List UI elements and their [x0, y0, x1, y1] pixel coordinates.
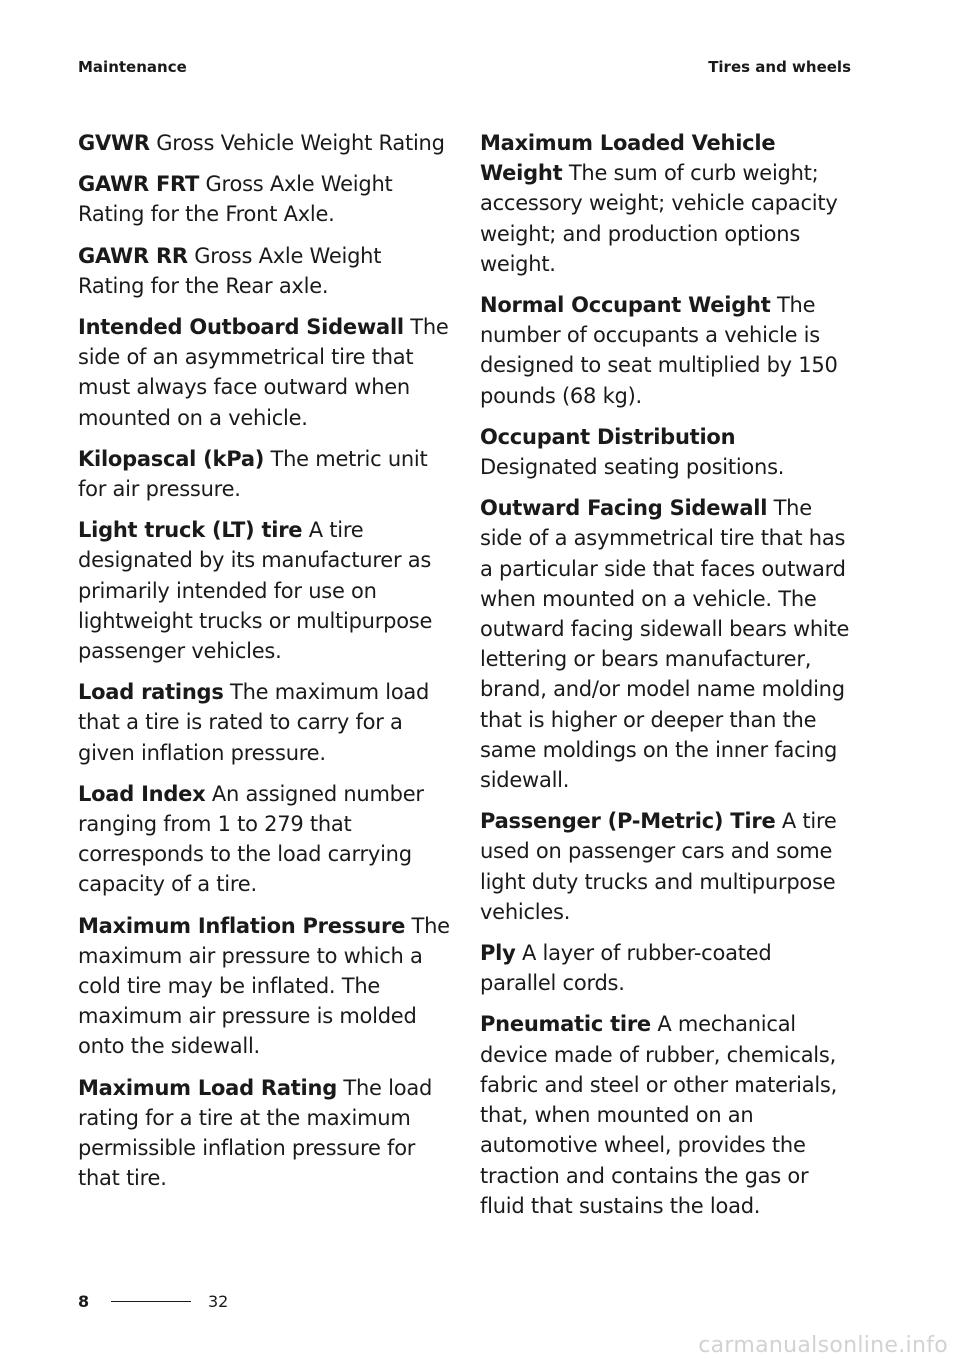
glossary-entry	[78, 779, 450, 900]
glossary-term: GAWR RR	[78, 243, 188, 268]
glossary-definition: A mechanical device made of rubber, chemicals, fabric and steel or other materials, that, when mounted on an automotive wheel, provides the traction and contains the gas or fluid that sustains the load.	[480, 1012, 838, 1218]
left-column	[78, 128, 450, 1205]
glossary-entry	[78, 515, 450, 666]
glossary-definition: The metric unit for air pressure.	[78, 446, 428, 502]
glossary-definition: Gross Axle Weight Rating for the Rear axle.	[78, 243, 382, 298]
glossary-term: GAWR FRT	[78, 172, 200, 197]
glossary-definition: Gross Vehicle Weight Rating	[156, 131, 445, 155]
glossary-definition: Gross Axle Weight Rating for the Front Axle.	[78, 172, 393, 227]
topic-title: Tires and wheels	[708, 58, 851, 76]
site-watermark: carmanualsonline.info	[698, 1333, 948, 1358]
glossary-term: GVWR	[78, 131, 150, 155]
glossary-definition: The side of an asymmetrical tire that must always face outward when mounted on a vehicle.	[78, 315, 449, 430]
glossary-term: Load ratings	[78, 680, 224, 705]
glossary-entry	[78, 312, 450, 433]
glossary-term: Passenger (P-Metric) Tire	[480, 809, 776, 834]
glossary-term: Normal Occupant Weight	[480, 293, 771, 318]
glossary-term: Pneumatic tire	[480, 1012, 651, 1037]
glossary-definition: A tire designated by its manufacturer as primarily intended for use on lightweight trucks or multipurpose passenger vehicles.	[78, 518, 433, 664]
page-header	[78, 58, 851, 76]
glossary-definition: Designated seating positions.	[480, 455, 785, 480]
glossary-entry	[480, 290, 852, 411]
glossary-definition: An assigned number ranging from 1 to 279 that corresponds to the load carrying capacity of a tire.	[78, 781, 424, 897]
chapter-number: 8	[78, 1292, 90, 1311]
glossary-definition: The side of a asymmetrical tire that has a particular side that faces outward when mounted on a vehicle. The outward facing sidewall bears white lettering or bears manufacturer, brand, and/or model name molding that is higher or deeper than the same moldings on the inner facing sidewall.	[480, 496, 850, 793]
glossary-entry	[78, 911, 450, 1062]
page-footer	[78, 1292, 228, 1311]
glossary-entry	[78, 444, 450, 504]
footer-divider	[111, 1301, 191, 1302]
glossary-entry	[78, 169, 450, 229]
glossary-term: Maximum Loaded Vehicle Weight	[480, 131, 776, 186]
glossary-term: Occupant Distribution	[480, 424, 736, 449]
glossary-definition: A layer of rubber-coated parallel cords.	[480, 941, 772, 996]
glossary-entry	[480, 128, 852, 279]
glossary-entry	[78, 241, 450, 301]
glossary-term: Maximum Load Rating	[78, 1075, 337, 1100]
glossary-term: Intended Outboard Sidewall	[78, 315, 404, 340]
section-title: Maintenance	[78, 58, 187, 76]
page-number: 32	[208, 1292, 229, 1311]
right-column	[480, 128, 852, 1232]
glossary-entry	[78, 128, 450, 158]
glossary-term: Light truck (LT) tire	[78, 518, 303, 543]
glossary-definition: The number of occupants a vehicle is designed to seat multiplied by 150 pounds (68 kg).	[480, 293, 838, 408]
glossary-definition: The maximum load that a tire is rated to carry for a given inflation pressure.	[78, 680, 430, 765]
glossary-definition: The maximum air pressure to which a cold tire may be inflated. The maximum air pressure is molded onto the sidewall.	[78, 913, 450, 1059]
glossary-definition: The sum of curb weight; accessory weight; vehicle capacity weight; and production options weight.	[480, 161, 838, 276]
glossary-term: Outward Facing Sidewall	[480, 496, 768, 521]
glossary-definition: The load rating for a tire at the maximum permissible inflation pressure for that tire.	[78, 1075, 433, 1191]
glossary-entry	[78, 677, 450, 768]
glossary-term: Maximum Inflation Pressure	[78, 913, 406, 938]
glossary-entry	[78, 1073, 450, 1194]
glossary-term: Load Index	[78, 781, 206, 806]
glossary-term: Ply	[480, 941, 516, 966]
glossary-definition: A tire used on passenger cars and some light duty trucks and multipurpose vehicles.	[480, 809, 837, 924]
glossary-term: Kilopascal (kPa)	[78, 446, 265, 471]
glossary-entry	[480, 938, 852, 998]
glossary-entry	[480, 493, 852, 795]
glossary-entry	[480, 422, 852, 482]
glossary-entry	[480, 806, 852, 927]
glossary-entry	[480, 1009, 852, 1220]
